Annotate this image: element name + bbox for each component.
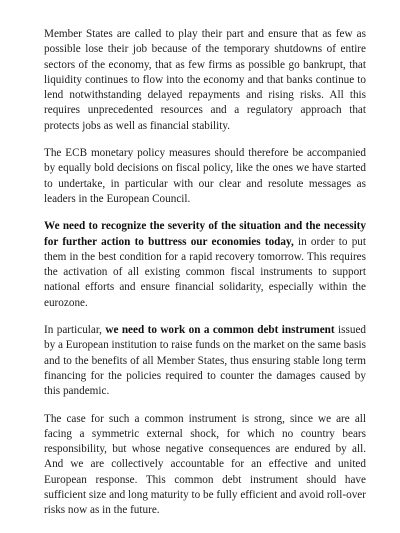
paragraph-4-bold-text: we need to work on a common debt instrument — [105, 324, 335, 337]
paragraph-2-text: The ECB monetary policy measures should therefore be accompanied by equally bold decisions on fiscal policy, like the ones we have started to undertake, in particular with our clear and resolute messages as leaders in the European Council. — [44, 147, 366, 205]
paragraph-4-lead-text: In particular, — [44, 324, 106, 337]
paragraph-1-text: Member States are called to play their part and ensure that as few as possible lose their job because of the temporary shutdowns of entire sectors of the economy, that as few firms as possible go bankrupt, that liquidity continues to flow into the economy and that banks continue to lend notwithstanding delayed repayments and rising risks. All this requires unprecedented resources and a regulatory approach that protects jobs as well as financial stability. — [44, 28, 366, 132]
paragraph-5-text: The case for such a common instrument is strong, since we are all facing a symmetric external shock, for which no country bears responsibility, but whose negative consequences are endured by all. And we are collectively accountable for an effective and united European response. This common debt instrument should have sufficient size and long maturity to be fully efficient and avoid roll-over risks now as in the future. — [44, 412, 366, 517]
paragraph-3-bold-text: We need to recognize the severity of the situation and the necessity for further action to buttress our economies today, — [44, 220, 366, 248]
paragraph-4-text: issued by a European institution to raise funds on the market on the same basis and to the benefits of all Member States, thus ensuring stable long term financing for the policies required to counter the damages caused by this pandemic. — [44, 324, 367, 398]
paragraph-3-text: in order to put them in the best condition for a rapid recovery tomorrow. This requires the activation of all existing common fiscal instruments to support national efforts and ensure financial solidarity, especially within the eurozone. — [44, 235, 366, 309]
paragraph-5 — [44, 412, 366, 519]
paragraph-1 — [44, 27, 366, 134]
paragraph-3 — [44, 219, 366, 311]
paragraph-4 — [44, 323, 366, 399]
paragraph-2 — [44, 146, 366, 207]
